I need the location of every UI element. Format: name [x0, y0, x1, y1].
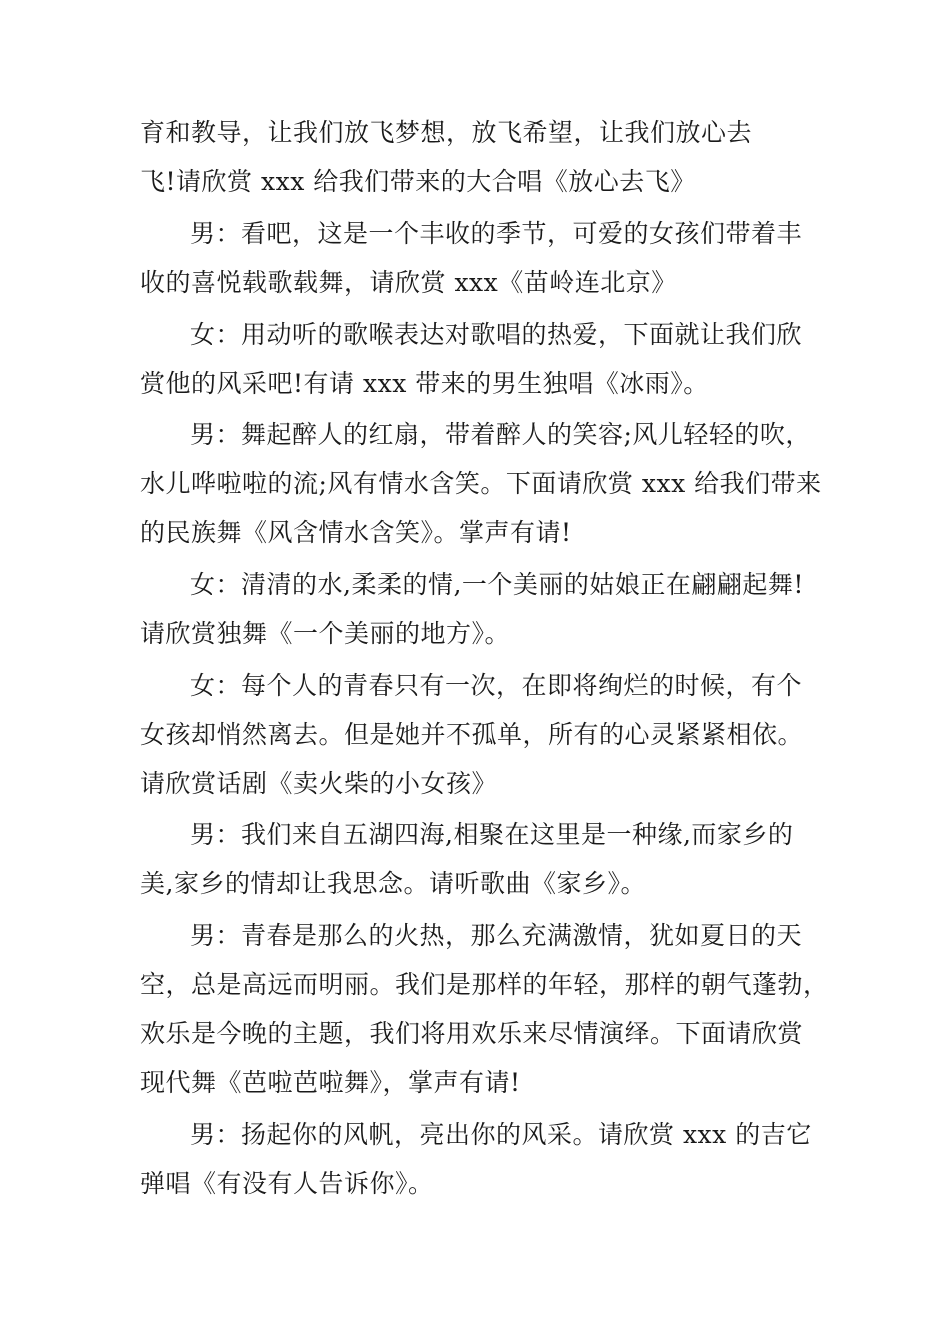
text-line: 空，总是高远而明丽。我们是那样的年轻，那样的朝气蓬勃，: [140, 970, 829, 999]
text-line: 的民族舞《风含情水含笑》。掌声有请!: [140, 518, 572, 547]
paragraph-start-line: 女：用动听的歌喉表达对歌唱的热爱，下面就让我们欣: [190, 320, 803, 349]
paragraph-start-line: 男：我们来自五湖四海,相聚在这里是一种缘,而家乡的: [190, 820, 794, 849]
text-line: 育和教导，让我们放飞梦想，放飞希望，让我们放心去: [140, 118, 753, 147]
paragraph-start-line: 男：扬起你的风帆，亮出你的风采。请欣赏 xxx 的吉它: [190, 1120, 812, 1149]
text-line: 弹唱《有没有人告诉你》。: [140, 1169, 434, 1198]
text-line: 收的喜悦载歌载舞，请欣赏 xxx《苗岭连北京》: [140, 268, 677, 297]
text-line: 美,家乡的情却让我思念。请听歌曲《家乡》。: [140, 869, 646, 898]
text-line: 欢乐是今晚的主题，我们将用欢乐来尽情演绎。下面请欣赏: [140, 1019, 804, 1048]
paragraph-start-line: 男：青春是那么的火热，那么充满激情，犹如夏日的天: [190, 921, 803, 950]
text-line: 请欣赏独舞《一个美丽的地方》。: [140, 619, 511, 648]
text-line: 飞!请欣赏 xxx 给我们带来的大合唱《放心去飞》: [140, 167, 696, 196]
text-line: 现代舞《芭啦芭啦舞》，掌声有请!: [140, 1068, 521, 1097]
paragraph-start-line: 男：看吧，这是一个丰收的季节，可爱的女孩们带着丰: [190, 219, 803, 248]
text-line: 请欣赏话剧《卖火柴的小女孩》: [140, 769, 498, 798]
text-line: 水儿哗啦啦的流;风有情水含笑。下面请欣赏 xxx 给我们带来: [140, 469, 822, 498]
paragraph-start-line: 男：舞起醉人的红扇，带着醉人的笑容;风儿轻轻的吹，: [190, 420, 811, 449]
text-line: 女孩却悄然离去。但是她并不孤单，所有的心灵紧紧相依。: [140, 720, 804, 749]
paragraph-start-line: 女：每个人的青春只有一次，在即将绚烂的时候，有个: [190, 671, 803, 700]
text-line: 赏他的风采吧!有请 xxx 带来的男生独唱《冰雨》。: [140, 369, 709, 398]
paragraph-start-line: 女：清清的水,柔柔的情,一个美丽的姑娘正在翩翩起舞!: [190, 570, 804, 599]
